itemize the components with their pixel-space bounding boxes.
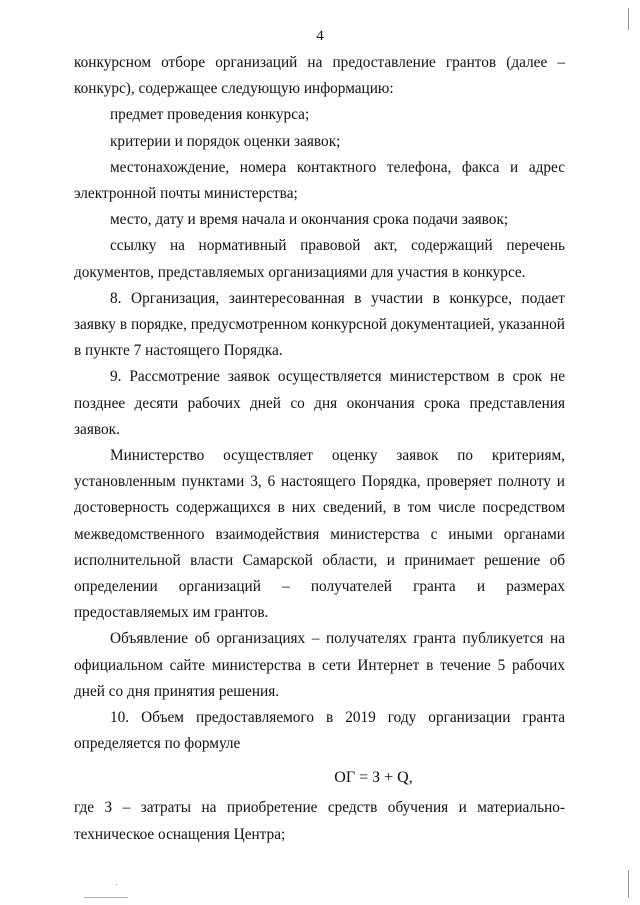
scan-edge-mark-top [628,8,629,30]
document-body [74,50,565,848]
page-number: 4 [316,28,324,44]
scan-speck [116,884,117,885]
clause-9: 9. Рассмотрение заявок осуществляется министерством в срок не позднее десяти рабочих дней со дня окончания срока представления заявок. [74,368,565,438]
grant-formula: ОГ = З + Q, [334,769,413,787]
list-item-deadline: место, дату и время начала и окончания срока подачи заявок; [110,211,509,229]
clause-8: 8. Организация, заинтересованная в участии в конкурсе, подает заявку в порядке, предусмотренном конкурсной документацией, указанной в пункте 7 настоящего Порядка. [74,289,565,360]
scan-footer-line [84,897,128,898]
list-item-subject: предмет проведения конкурса; [110,106,310,124]
paragraph-publication: Объявление об организациях – получателях гранта публикуется на официальном сайте министерства в сети Интернет в течение 5 рабочих дней со дня принятия решения. [74,630,565,700]
clause-10: 10. Объем предоставляемого в 2019 году организации гранта определяется по формуле [74,709,565,753]
list-item-legal-act: ссылку на нормативный правовой акт, содержащий перечень документов, представляемых организациями для участия в конкурсе. [74,237,565,281]
list-item-location: местонахождение, номера контактного телефона, факса и адрес электронной почты министерства; [74,158,565,203]
scan-edge-mark-bottom [628,870,629,898]
paragraph-competition-notice: конкурсном отборе организаций на предоставление грантов (далее – конкурс), содержащее следующую информацию: [74,54,565,98]
paragraph-formula-definition: где З – затраты на приобретение средств обучения и материально-техническое оснащения Центра; [74,799,565,843]
paragraph-ministry-evaluation: Министерство осуществляет оценку заявок по критериям, установленным пунктами 3, 6 настоящего Порядка, проверяет полноту и достоверность содержащихся в них сведений, в том числе посредством межведомственного взаимодействия министерства с иными органами исполнительной власти Самарской области, и принимает решение об определении организаций – получателей гранта и размерах предоставляемых им грантов. [74,447,565,622]
list-item-criteria: критерии и порядок оценки заявок; [110,132,341,150]
